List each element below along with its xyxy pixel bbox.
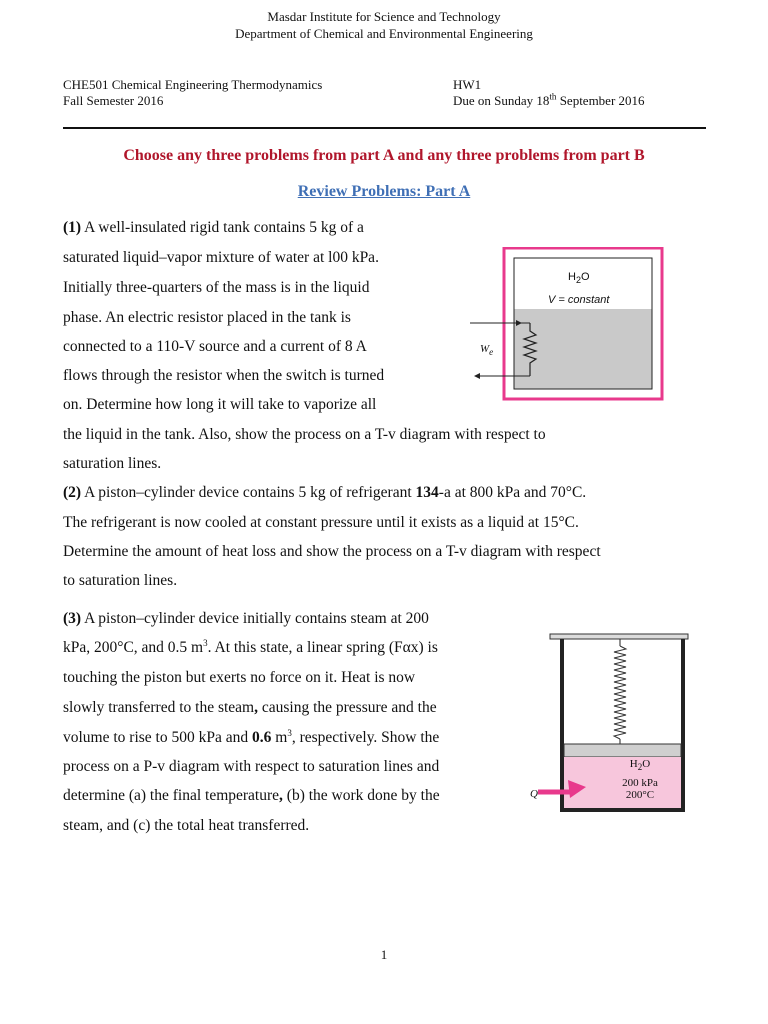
problem1-line8: the liquid in the tank. Also, show the process on a T-v diagram with respect to	[63, 426, 546, 443]
institute-name: Masdar Institute for Science and Technology	[267, 9, 501, 24]
problem3-line6: process on a P-v diagram with respect to saturation lines and	[63, 758, 440, 775]
problem2-line3: Determine the amount of heat loss and show the process on a T-v diagram with respect	[63, 543, 601, 560]
steam-pressure-label: 200 kPa	[622, 777, 658, 789]
piston	[564, 744, 681, 757]
due-date: Due on Sunday 18th September 2016	[453, 91, 645, 108]
spring-icon	[614, 646, 626, 739]
top-plate	[550, 634, 688, 639]
tank-condition-label: V = constant	[548, 294, 610, 306]
problem2-line4: to saturation lines.	[63, 572, 178, 589]
cylinder-left-wall	[560, 639, 564, 812]
heat-label: Q	[530, 788, 538, 800]
problem3-line2: kPa, 200°C, and 0.5 $m^3$. At this state, a linear spring (Fαx) is	[63, 637, 438, 656]
page-number: 1	[380, 947, 388, 962]
cylinder-bottom	[560, 808, 685, 812]
course-name: CHE501 Chemical Engineering Thermodynamics	[63, 77, 323, 92]
problem2-line2: The refrigerant is now cooled at constant pressure until it exists as a liquid at 15°C.	[63, 514, 579, 531]
rigid-tank-figure	[470, 247, 665, 402]
problem1-line7: on. Determine how long it will take to vaporize all	[63, 396, 377, 413]
department-name: Department of Chemical and Environmental Engineering	[235, 26, 533, 41]
problem1-line3: Initially three-quarters of the mass is in the liquid	[63, 279, 370, 296]
problem1-line1: (1) A well-insulated rigid tank contains 5 kg of a	[63, 219, 364, 236]
problem1-line5: connected to a 110-V source and a current of 8 A	[63, 338, 367, 355]
problem3-line3: touching the piston but exerts no force on it. Heat is now	[63, 669, 416, 686]
electric-work-label: $W_e$	[480, 343, 494, 358]
homework-label: HW1	[453, 77, 482, 92]
steam-substance-label: $H_2O$	[629, 758, 651, 773]
tank-liquid	[515, 309, 652, 389]
instruction: Choose any three problems from part A and any three problems from part B	[123, 147, 645, 164]
problem1-line9: saturation lines.	[63, 455, 162, 472]
problem1-line6: flows through the resistor when the switch is turned	[63, 367, 385, 384]
steam-temperature-label: 200°C	[625, 789, 655, 801]
tank-substance-label: $H_2O$	[568, 271, 590, 286]
problem3-line4: slowly transferred to the steam, causing the pressure and the	[63, 699, 437, 716]
problem3-line5: volume to rise to 500 kPa and 0.6 $m^3$, respectively. Show the	[63, 727, 440, 746]
problem3-line8: steam, and (c) the total heat transferred.	[63, 817, 310, 834]
piston-cylinder-figure	[530, 632, 690, 812]
problem3-line1: (3) A piston–cylinder device initially contains steam at 200	[63, 610, 429, 627]
problem1-line2: saturated liquid–vapor mixture of water at l00 kPa.	[63, 249, 379, 266]
problem2-line1: (2) A piston–cylinder device contains 5 kg of refrigerant 134-a at 800 kPa and 70°C.	[63, 484, 587, 501]
problem3-line7: determine (a) the final temperature, (b) the work done by the	[63, 787, 440, 804]
header-divider	[63, 127, 706, 129]
section-title: Review Problems: Part A	[297, 183, 471, 200]
problem1-line4: phase. An electric resistor placed in the tank is	[63, 309, 351, 326]
semester: Fall Semester 2016	[63, 93, 164, 108]
